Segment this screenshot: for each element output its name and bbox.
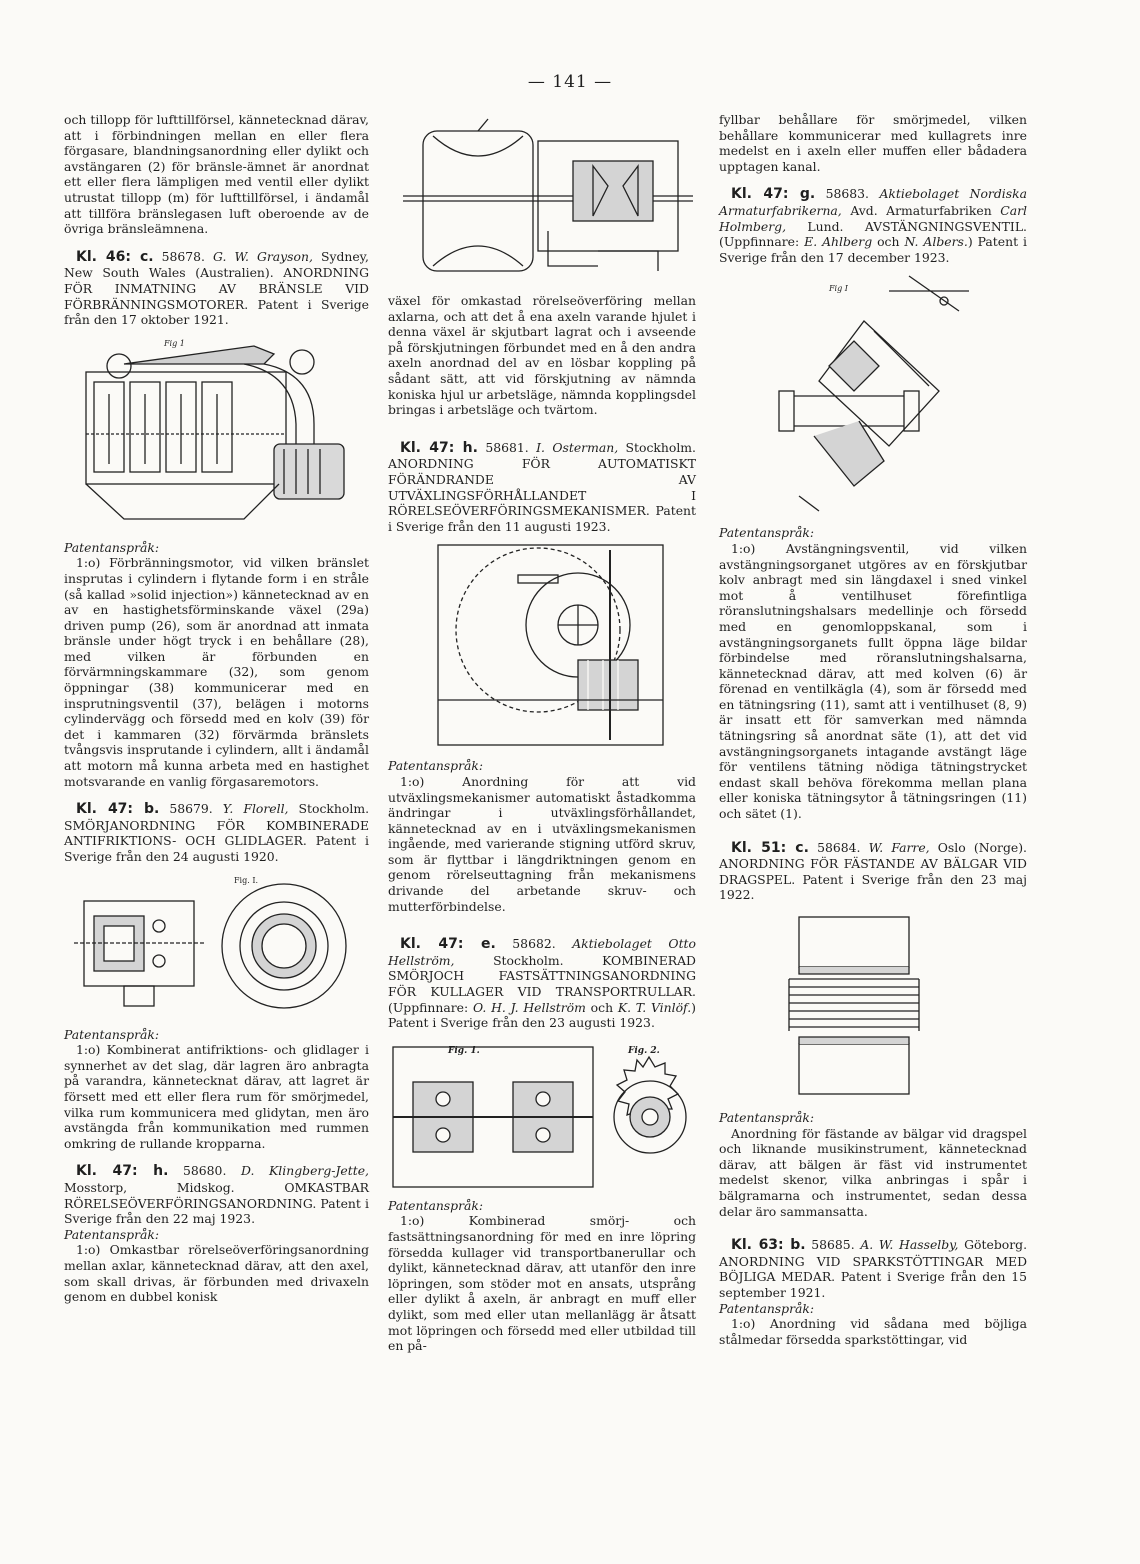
- bearing-figure: [64, 871, 354, 1021]
- author: W. Farre,: [868, 839, 930, 855]
- page-number: — 141 —: [527, 72, 613, 92]
- class-label: Kl. 47: h.: [76, 1163, 169, 1180]
- claim-text: 1:o) Anordning för att vid utväxlingsmekanismer automatiskt åstadkomma ändringar i utväxlingsförhållandet, kännetecknad av en i utväxlingsmekanismen ingående, med varierande stigning utförd skruv, som är flyttbar i längdriktningen genom en genom rörelseuttagning från mekanismens drivande del arbetande skruv- och mutterförbindelse.: [388, 773, 696, 914]
- gear-shaft-figure-wrap: [398, 116, 698, 292]
- class-label: Kl. 51: c.: [731, 839, 809, 856]
- figure-label: Fig 1: [164, 338, 185, 348]
- patent-entry-58681: [388, 440, 696, 915]
- author: D. Klingberg-Jette,: [241, 1163, 369, 1179]
- entry-text: ) Patent i Sverige från den 17 december 1923.: [719, 234, 1027, 265]
- claim-heading: Patentanspråk:: [64, 539, 160, 555]
- patent-entry-58684: [719, 840, 1027, 1220]
- entry-text: Sydney, New South Wales (Australien). ANORDNING FÖR INMATNING AV BRÄNSLE VID FÖRBRÄNNINGSMOTORER. Patent i Sverige från den 17 oktober 1921.: [64, 248, 369, 328]
- patent-number: 58683.: [815, 186, 869, 202]
- patent-entry-58685: [719, 1237, 1027, 1347]
- class-label: Kl. 47: b.: [76, 801, 160, 818]
- patent-entry-58680: [64, 1163, 369, 1304]
- transmission-figure: [428, 540, 728, 752]
- entry-text: och: [585, 999, 618, 1015]
- entry-text: Stockholm. ANORDNING FÖR AUTOMATISKT FÖRÄNDRANDE AV UTVÄXLINGSFÖRHÅLLANDET I RÖRELSEÖVERFÖRINGSMEKANISMER. Patent i Sverige från den 11 augusti 1923.: [388, 439, 696, 534]
- column-left: [64, 112, 369, 1305]
- patent-entry-58679: [64, 801, 369, 1151]
- continued-text: växel för omkastad rörelseöverföring mellan axlarna, och att det å ena axeln varande hjulet i denna växel är skjutbart lagrat och i avseende på förskjutningen förbundet med en å den andra axeln anordnad del av en lösbar koppling på sådant sätt, att vid förskjutning av nämnda koniska hjul ur arbetsläge, nämnda kopplingsdel bringas i arbetsläge och tvärtom.: [388, 293, 696, 418]
- entry-text: Stockholm. KOMBINERAD SMÖRJOCH FASTSÄTTNINGSANORDNING FÖR KULLAGER VID TRANSPORTRULLAR. (Uppfinnare:: [388, 952, 696, 1015]
- roller-bearing-figure: [388, 1037, 696, 1192]
- class-label: Kl. 47: e.: [400, 936, 496, 953]
- claim-text: 1:o) Avstängningsventil, vid vilken avstängningsorganet utgöres av en förskjutbar kolv anbragt med sin längdaxel i sned vinkel mot å ventilhuset förefintliga röranslutningshalsars medellinje och försedd med en genomloppskanal, som i avstängningsorganets fullt öppna läge bildar förbindelse med röranslutningshalsarna, kännetecknad därav, att med kolven (6) är förenad en ventilkägla (4), som är försedd med en tätningsring (11), samt att i ventilhuset (8, 9) är insatt ett för samverkan med nämnda tätningsring så anordnat säte (1), att det vid avstängningsorganets intagande avstängt läge för ventilens tätning nödiga tätningstrycket endast skall behöva förekomma mellan plana eller koniska tätningsytor å tätningsringen (11) och sätet (1).: [719, 540, 1027, 822]
- claim-text: 1:o) Anordning vid sådana med böjliga stålmedar försedda sparkstöttingar, vid: [719, 1316, 1027, 1347]
- author: G. W. Grayson,: [213, 248, 313, 264]
- continued-text: och tillopp för lufttillförsel, kännetecknad därav, att i förbindningen mellan en eller flera förgasare, blandningsanordning eller dylikt och avstängaren (2) för bränsle-ämnet är anordnat ett eller flera lämpligen med ventil eller dylikt utrustat tillopp (m) för lufttillförsel, i ändamål att tillföra bränslegasen luft oberoende av de övriga bränsleämnena.: [64, 112, 369, 237]
- patent-number: 58680.: [168, 1163, 227, 1179]
- entry-text: Göteborg. ANORDNING VID SPARKSTÖTTINGAR MED BÖJLIGA MEDAR. Patent i Sverige från den 15 september 1921.: [719, 1237, 1028, 1300]
- author: Y. Florell,: [222, 801, 289, 817]
- claim-text: 1:o) Förbränningsmotor, vid vilken bränslet insprutas i cylindern i flytande form i en stråle (så kallad »solid injection») kännetecknad av en av en hastighetsförminskande växel (29a) driven pump (26), som är anordnad att inmata bränsle under högt tryck i en behållare (28), med vilken är förbunden en förvärmningskammare (32), som genom öppningar (38) kommunicerar med en insprutningsventil (37), belägen i motorns cylindervägg och försedd med en kolv (39) för det i kammaren (32) förvärmda bränslets tvångsvis insprutande i cylindern, allt i ändamål att motorn må kunna arbeta med en hastighet motsvarande en vanlig förgasaremotors.: [64, 555, 369, 789]
- author: Aktiebolaget Otto Hellström,: [388, 936, 697, 968]
- entry-text: Lund. AVSTÄNGNINGSVENTIL. (Uppfinnare:: [719, 218, 1027, 250]
- patent-number: 58678.: [153, 248, 205, 264]
- claim-heading: Patentanspråk:: [719, 1300, 815, 1316]
- figure-label: Fig I: [829, 284, 848, 294]
- inventor: N. Albers.: [904, 234, 968, 250]
- entry-text: och: [872, 234, 905, 250]
- class-label: Kl. 63: b.: [731, 1237, 806, 1254]
- author: I. Osterman,: [536, 439, 619, 455]
- figure-label: Fig. 2.: [628, 1045, 660, 1056]
- column-right: [719, 112, 1027, 1347]
- patent-number: 58679.: [159, 801, 213, 817]
- author: Carl Holmberg,: [719, 202, 1027, 234]
- patent-entry-58683: [719, 186, 1027, 821]
- claim-text: 1:o) Kombinerad smörj- och fastsättningsanordning för med en inre löpring försedda kullager vid transportbanerullar och dylikt, kännetecknad därav, att utanför den inre löpringen, som stöder mot en ansats, utsprång eller dylikt å axeln, är anbragt en muff eller dylikt, som med eller utan mellanlägg är åtsatt mot löpringen och försedd med eller utbildad till en på-: [388, 1213, 696, 1354]
- entry-text: Mosstorp, Midskog. OMKASTBAR RÖRELSEÖVERFÖRINGSANORDNING. Patent i Sverige från den 22 maj 1923.: [64, 1179, 369, 1227]
- patent-number: 58684.: [808, 839, 861, 855]
- author: Aktiebolaget Nordiska Armaturfabrikerna,: [719, 186, 1027, 218]
- bellows-figure: [769, 909, 1069, 1104]
- gear-shaft-figure: [398, 116, 698, 288]
- class-label: Kl. 47: g.: [731, 186, 816, 203]
- figure-label: Fig. 1.: [448, 1045, 480, 1056]
- author: A. W. Hasselby,: [860, 1237, 959, 1253]
- patent-number: 58681.: [477, 439, 529, 455]
- claim-heading: Patentanspråk:: [388, 1197, 484, 1213]
- valve-figure: [759, 271, 1059, 519]
- inventor: E. Ahlberg: [804, 234, 873, 250]
- claim-text: 1:o) Omkastbar rörelseöverföringsanordning mellan axlar, kännetecknad därav, att den axel, som skall drivas, är förbunden med drivaxeln genom en dubbel konisk: [64, 1242, 369, 1305]
- claim-heading: Patentanspråk:: [719, 1110, 815, 1125]
- continued-text: fyllbar behållare för smörjmedel, vilken behållare kommunicerar med kullagrets inre medelst en i axeln eller muffen eller bådadera upptagen kanal.: [719, 112, 1027, 174]
- claim-heading: Patentanspråk:: [388, 758, 484, 774]
- patent-entry-58678: [64, 249, 369, 789]
- inventor: K. T. Vinlöf.: [617, 999, 692, 1015]
- figure-label: Fig. I.: [234, 875, 259, 885]
- column-middle: [388, 293, 696, 1354]
- class-label: Kl. 46: c.: [76, 248, 154, 265]
- engine-figure: [64, 334, 354, 534]
- entry-text: Avd. Armaturfabriken: [841, 202, 1001, 218]
- entry-text: ) Patent i Sverige från den 23 augusti 1923.: [388, 999, 696, 1031]
- entry-text: Oslo (Norge). ANORDNING FÖR FÄSTANDE AV BÄLGAR VID DRAGSPEL. Patent i Sverige från den 23 maj 1922.: [719, 839, 1027, 903]
- entry-text: Stockholm. SMÖRJANORDNING FÖR KOMBINERADE ANTIFRIKTIONS- OCH GLIDLAGER. Patent i Sverige från den 24 augusti 1920.: [64, 801, 370, 864]
- class-label: Kl. 47: h.: [400, 439, 478, 456]
- claim-heading: Patentanspråk:: [64, 1026, 160, 1042]
- inventor: O. H. J. Hellström: [472, 999, 586, 1015]
- claim-text: 1:o) Kombinerat antifriktions- och glidlager i synnerhet av det slag, där lagren äro anbragta på varandra, kännetecknat därav, att lagret är försett med ett eller flera rum för smörjmedel, vilka rum kommunicera med glidytan, men äro avstängda från kommunikation med rummen omkring de rullande kropparna.: [64, 1042, 369, 1151]
- claim-heading: Patentanspråk:: [719, 525, 815, 541]
- claim-text: Anordning för fästande av bälgar vid dragspel och liknande musikinstrument, kännetecknad därav, att bälgen är fäst vid instrumentet medelst skenor, vilka anbringas i spår i bälgramarna och instrumentet, sedan dessa delar äro sammansatta.: [719, 1125, 1027, 1219]
- patent-number: 58685.: [805, 1237, 855, 1253]
- patent-number: 58682.: [495, 936, 556, 952]
- patent-entry-58682: [388, 936, 696, 1354]
- claim-heading: Patentanspråk:: [64, 1226, 160, 1242]
